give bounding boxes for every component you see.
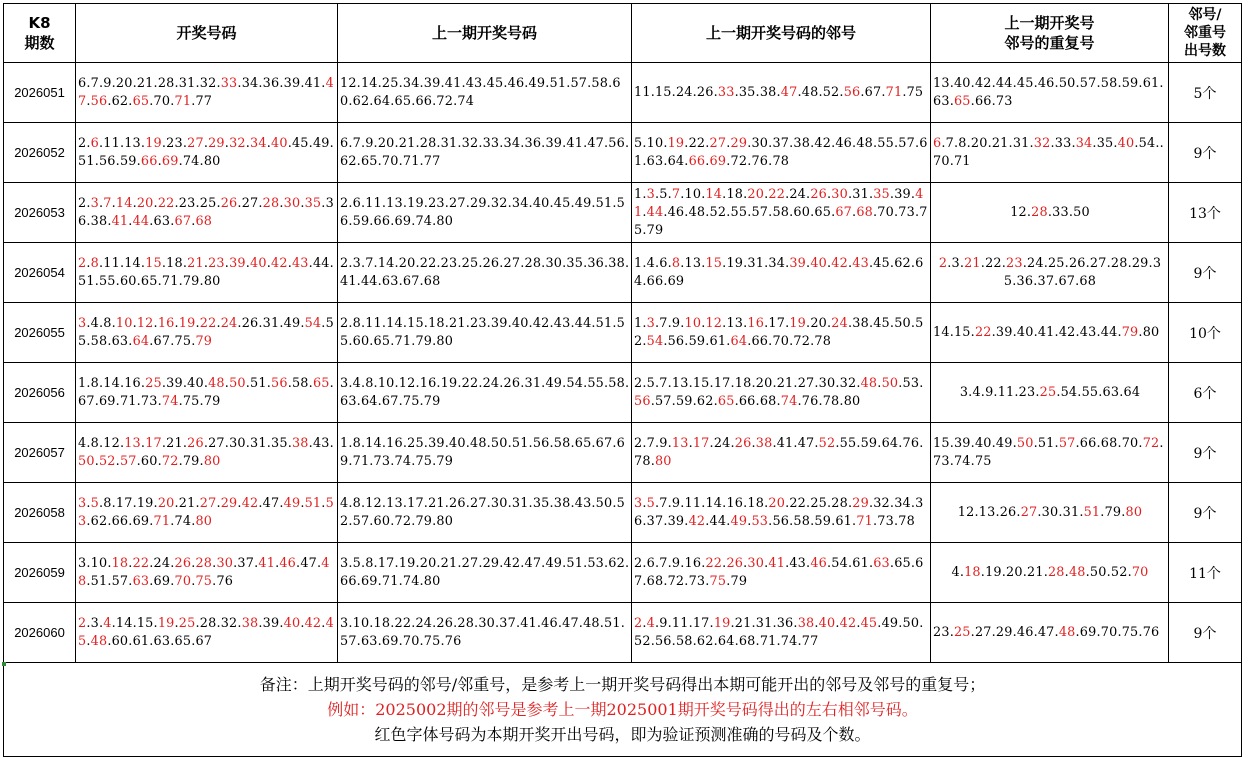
table-row [4,63,1242,123]
hit-count-cell: 9个 [1169,483,1242,543]
note-line-1: 备注：上期开奖号码的邻号/邻重号，是参考上一期开奖号码得出本期可能开出的邻号及邻号的重复号； [259,675,986,694]
repeat-numbers-cell: 4.18.19.20.21.28.48.50.52.70 [931,543,1169,603]
table-row [4,123,1242,183]
table-row [4,363,1242,423]
draw-numbers-cell: 3.10.18.22.24.26.28.30.37.41.46.47.48.51.57.63.69.70.75.76 [76,543,338,603]
table-body [4,63,1242,663]
prev-draw-numbers-cell: 4.8.12.13.17.21.26.27.30.31.35.38.43.50.52.57.60.72.79.80 [338,483,632,543]
neighbor-numbers-cell: 2.6.7.9.16.22.26.30.41.43.46.54.61.63.65.67.68.72.73.75.79 [632,543,931,603]
neighbor-numbers-cell: 5.10.19.22.27.29.30.37.38.42.46.48.55.57.61.63.64.66.69.72.76.78 [632,123,931,183]
period-cell: 2026052 [4,123,76,183]
draw-numbers-cell: 1.8.14.16.25.39.40.48.50.51.56.58.65.67.69.71.73.74.75.79 [76,363,338,423]
hit-count-cell: 9个 [1169,423,1242,483]
repeat-numbers-cell: 23.25.27.29.46.47.48.69.70.75.76 [931,603,1169,663]
period-cell: 2026057 [4,423,76,483]
hit-count-cell: 9个 [1169,123,1242,183]
table-row [4,543,1242,603]
header-prev-repeat [931,4,1169,63]
header-prev-draw: 上一期开奖号码 [338,4,632,63]
period-cell: 2026054 [4,243,76,303]
prev-draw-numbers-cell: 2.6.11.13.19.23.27.29.32.34.40.45.49.51.56.59.66.69.74.80 [338,183,632,243]
repeat-numbers-cell: 6.7.8.20.21.31.32.33.34.35.40.54..70.71 [931,123,1169,183]
note-line-3: 红色字体号码为本期开奖开出号码，即为验证预测准确的号码及个数。 [374,725,871,744]
header-period-line1: K8 [28,14,51,32]
prev-draw-numbers-cell: 12.14.25.34.39.41.43.45.46.49.51.57.58.60.62.64.65.66.72.74 [338,63,632,123]
hit-count-cell: 6个 [1169,363,1242,423]
prev-draw-numbers-cell: 6.7.9.20.21.28.31.32.33.34.36.39.41.47.56.62.65.70.71.77 [338,123,632,183]
table-row [4,483,1242,543]
period-cell: 2026060 [4,603,76,663]
repeat-numbers-cell: 13.40.42.44.45.46.50.57.58.59.61.63.65.66.73 [931,63,1169,123]
draw-numbers-cell: 2.8.11.14.15.18.21.23.39.40.42.43.44.51.55.60.65.71.79.80 [76,243,338,303]
prev-draw-numbers-cell: 3.10.18.22.24.26.28.30.37.41.46.47.48.51.57.63.69.70.75.76 [338,603,632,663]
table-row [4,303,1242,363]
neighbor-numbers-cell: 2.5.7.13.15.17.18.20.21.27.30.32.48.50.53.56.57.59.62.65.66.68.74.76.78.80 [632,363,931,423]
k8-table [3,3,1242,757]
hit-count-cell: 5个 [1169,63,1242,123]
header-prev-repeat-line1: 上一期开奖号 [1004,14,1095,32]
repeat-numbers-cell: 12.28.33.50 [931,183,1169,243]
note-cell [4,663,1242,757]
draw-numbers-cell: 2.3.7.14.20.22.23.25.26.27.28.30.35.36.38.41.44.63.67.68 [76,183,338,243]
period-cell: 2026053 [4,183,76,243]
header-count-line3: 出号数 [1184,43,1226,59]
neighbor-numbers-cell: 1.4.6.8.13.15.19.31.34.39.40.42.43.45.62.64.66.69 [632,243,931,303]
draw-numbers-cell: 6.7.9.20.21.28.31.32.33.34.36.39.41.47.56.62.65.70.71.77 [76,63,338,123]
repeat-numbers-cell: 3.4.9.11.23.25.54.55.63.64 [931,363,1169,423]
neighbor-numbers-cell: 3.5.7.9.11.14.16.18.20.22.25.28.29.32.34.36.37.39.42.44.49.53.56.58.59.61.71.73.78 [632,483,931,543]
hit-count-cell: 13个 [1169,183,1242,243]
note-line-2: 例如：2025002期的邻号是参考上一期2025001期开奖号码得出的左右相邻号码。 [327,700,918,719]
neighbor-numbers-cell: 1.3.7.9.10.12.13.16.17.19.20.24.38.45.50.52.54.56.59.61.64.66.70.72.78 [632,303,931,363]
prev-draw-numbers-cell: 3.4.8.10.12.16.19.22.24.26.31.49.54.55.58.63.64.67.75.79 [338,363,632,423]
hit-count-cell: 10个 [1169,303,1242,363]
period-cell: 2026055 [4,303,76,363]
repeat-numbers-cell: 14.15.22.39.40.41.42.43.44.79.80 [931,303,1169,363]
header-count-line1: 邻号/ [1188,7,1222,23]
prev-draw-numbers-cell: 3.5.8.17.19.20.21.27.29.42.47.49.51.53.62.66.69.71.74.80 [338,543,632,603]
neighbor-numbers-cell: 1.3.5.7.10.14.18.20.22.24.26.30.31.35.39.41.44.46.48.52.55.57.58.60.65.67.68.70.73.75.79 [632,183,931,243]
draw-numbers-cell: 3.4.8.10.12.16.19.22.24.26.31.49.54.55.58.63.64.67.75.79 [76,303,338,363]
note-row [4,663,1242,757]
period-cell: 2026059 [4,543,76,603]
table-row [4,423,1242,483]
header-row [4,4,1242,63]
table-row [4,243,1242,303]
prev-draw-numbers-cell: 1.8.14.16.25.39.40.48.50.51.56.58.65.67.69.71.73.74.75.79 [338,423,632,483]
neighbor-numbers-cell: 2.4.9.11.17.19.21.31.36.38.40.42.45.49.50.52.56.58.62.64.68.71.74.77 [632,603,931,663]
prev-draw-numbers-cell: 2.8.11.14.15.18.21.23.39.40.42.43.44.51.55.60.65.71.79.80 [338,303,632,363]
period-cell: 2026058 [4,483,76,543]
header-count-line2: 邻重号 [1184,25,1226,41]
header-period-line2: 期数 [24,34,55,52]
repeat-numbers-cell: 12.13.26.27.30.31.51.79.80 [931,483,1169,543]
hit-count-cell: 9个 [1169,603,1242,663]
header-period [4,4,76,63]
hit-count-cell: 9个 [1169,243,1242,303]
repeat-numbers-cell: 2.3.21.22.23.24.25.26.27.28.29.35.36.37.67.68 [931,243,1169,303]
draw-numbers-cell: 2.6.11.13.19.23.27.29.32.34.40.45.49.51.56.59.66.69.74.80 [76,123,338,183]
table-row [4,183,1242,243]
period-cell: 2026051 [4,63,76,123]
header-prev-repeat-line2: 邻号的重复号 [1004,34,1095,52]
draw-numbers-cell: 3.5.8.17.19.20.21.27.29.42.47.49.51.53.62.66.69.71.74.80 [76,483,338,543]
neighbor-numbers-cell: 2.7.9.13.17.24.26.38.41.47.52.55.59.64.76.78.80 [632,423,931,483]
cell-corner-marker [2,662,6,666]
period-cell: 2026056 [4,363,76,423]
hit-count-cell: 11个 [1169,543,1242,603]
table-row [4,603,1242,663]
repeat-numbers-cell: 15.39.40.49.50.51.57.66.68.70.72.73.74.75 [931,423,1169,483]
header-prev-neighbors: 上一期开奖号码的邻号 [632,4,931,63]
draw-numbers-cell: 4.8.12.13.17.21.26.27.30.31.35.38.43.50.52.57.60.72.79.80 [76,423,338,483]
prev-draw-numbers-cell: 2.3.7.14.20.22.23.25.26.27.28.30.35.36.38.41.44.63.67.68 [338,243,632,303]
neighbor-numbers-cell: 11.15.24.26.33.35.38.47.48.52.56.67.71.75 [632,63,931,123]
header-count [1169,4,1242,63]
header-draw: 开奖号码 [76,4,338,63]
draw-numbers-cell: 2.3.4.14.15.19.25.28.32.38.39.40.42.45.48.60.61.63.65.67 [76,603,338,663]
